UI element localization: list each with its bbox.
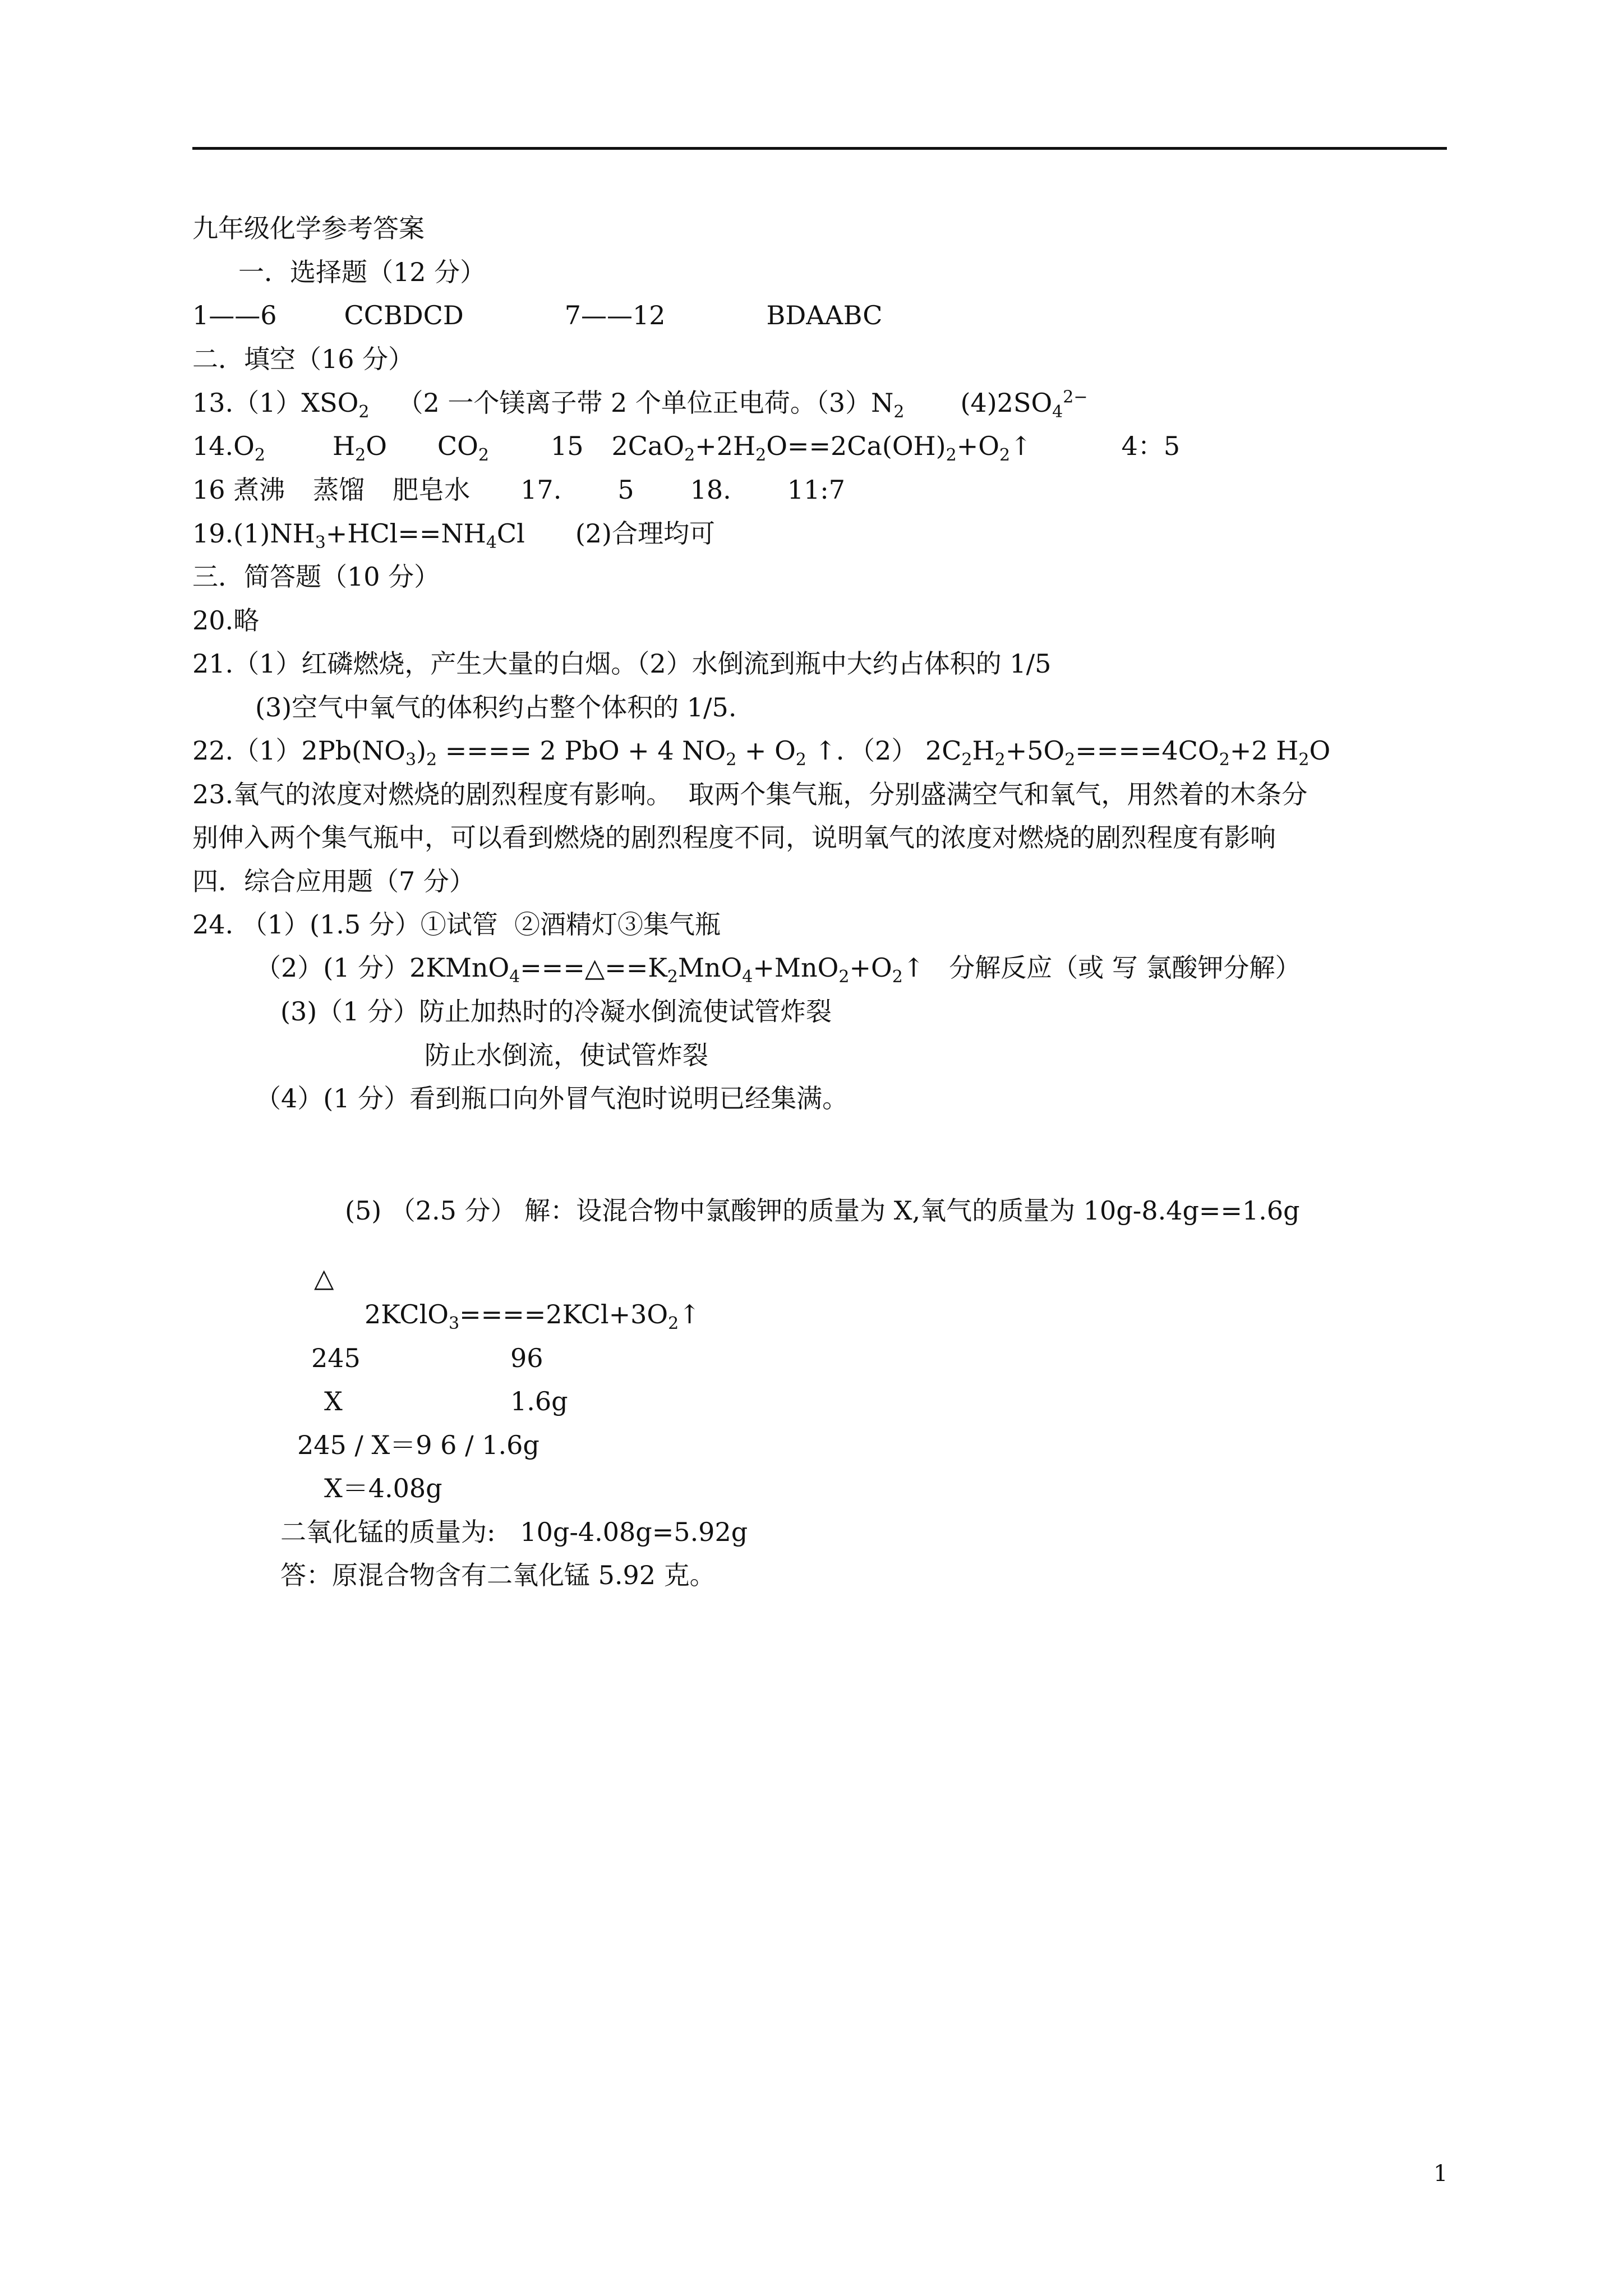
subscript: 2 [838, 967, 850, 987]
subscript: 2 [755, 445, 767, 466]
answer-13-part1: 13.（1）XSO [192, 388, 359, 418]
subscript: 4 [509, 967, 520, 987]
equation-part: ) [416, 735, 427, 766]
delta-icon: △ [314, 1263, 334, 1293]
answers-7-12: BDAABC [766, 300, 883, 330]
answer-22 [192, 735, 1331, 770]
answer-16c: 肥皂水 [393, 475, 471, 505]
answer-24-part3b: 防止水倒流，使试管炸裂 [425, 1040, 708, 1070]
subscript: 4 [742, 967, 753, 987]
subscript: 2 [892, 967, 903, 987]
superscript: 2− [1063, 387, 1088, 407]
answer-24-part4: （4）(1 分）看到瓶口向外冒气泡时说明已经集满。 [255, 1083, 849, 1114]
answer-19-part2: (2)合理均可 [575, 518, 715, 549]
subscript: 2 [426, 750, 437, 770]
equation-part: ↑．（2） 2C [806, 735, 962, 766]
molar-mass-kclo3: 245 [311, 1343, 361, 1373]
subscript: 2 [726, 750, 737, 770]
equation-part: ↑ 分解反应（或 写 氯酸钾分解） [902, 953, 1301, 983]
header-rule [192, 147, 1447, 150]
section-heading-choice: 一．选择题（12 分） [238, 257, 486, 287]
answer-20: 20.略 [192, 605, 260, 636]
answer-14-h2o-tail: O [366, 431, 387, 461]
answer-14-co2: CO [437, 431, 478, 461]
equation-part: +O [956, 431, 999, 461]
answer-14-o2: 14.O [192, 431, 255, 461]
decomposition-equation [365, 1299, 700, 1334]
subscript: 2 [684, 445, 695, 466]
equation-part: ==== 2 PbO + 4 NO [437, 735, 726, 766]
subscript: 3 [449, 1314, 460, 1334]
up-arrow-icon: ↑ [1010, 431, 1032, 461]
answer-16b: 蒸馏 [313, 475, 365, 505]
subscript: 2 [478, 445, 489, 466]
section-heading-short-answer: 三．简答题（10 分） [192, 562, 440, 592]
molar-mass-o2: 96 [510, 1343, 543, 1373]
subscript: 2 [1219, 750, 1230, 770]
equation-part: （2）(1 分）2KMnO [255, 953, 510, 983]
proportion-equation: 245 / X＝9 6 / 1.6g [297, 1430, 540, 1460]
equation-part: ====2KCl+3O [459, 1299, 668, 1329]
answer-24-part2 [255, 952, 1301, 987]
answer-13-part3: (4)2SO [960, 388, 1053, 418]
subscript: 2 [893, 402, 905, 422]
equation-part: + O [736, 735, 796, 766]
answer-16-18 [192, 474, 845, 505]
equation-part: +MnO [753, 953, 839, 983]
subscript: 2 [667, 967, 678, 987]
equation-part: H [972, 735, 995, 766]
final-answer: 答：原混合物含有二氧化锰 5.92 克。 [280, 1560, 716, 1590]
equation-part: MnO [677, 953, 743, 983]
subscript: 2 [1064, 750, 1076, 770]
subscript: 2 [668, 1314, 679, 1334]
page-number: 1 [1433, 2161, 1448, 2187]
answer-17-number: 17. [520, 475, 562, 505]
answer-16a: 16 煮沸 [192, 475, 285, 505]
subscript: 2 [994, 750, 1006, 770]
subscript: 2 [355, 445, 366, 466]
subscript: 2 [1298, 750, 1310, 770]
answer-23-line1: 23.氧气的浓度对燃烧的剧烈程度有影响。 取两个集气瓶，分别盛满空气和氧气，用然着的木条分 [192, 779, 1308, 809]
equation-part: +O [849, 953, 892, 983]
answer-19 [192, 518, 715, 553]
answer-17-value: 5 [617, 475, 634, 505]
subscript: 4 [486, 533, 497, 553]
mno2-mass: 二氧化锰的质量为: 10g-4.08g=5.92g [280, 1517, 748, 1547]
equation-part: Cl [496, 518, 525, 549]
unknown-x: X [324, 1386, 343, 1416]
answer-21-line2: (3)空气中氧气的体积约占整个体积的 1/5. [255, 692, 737, 723]
equation-part: +2 H [1229, 735, 1299, 766]
equation-part: +HCl==NH [325, 518, 486, 549]
equation-part: 22.（1）2Pb(NO [192, 735, 405, 766]
answer-24-part1: 24. （1）(1.5 分）①试管 ②酒精灯③集气瓶 [192, 909, 721, 940]
range-1-6: 1——6 [192, 300, 277, 330]
subscript: 2 [961, 750, 972, 770]
equation-part: ====4CO [1075, 735, 1219, 766]
equation-part: 2KClO [365, 1299, 449, 1329]
answer-24-part5: (5) （2.5 分） 解：设混合物中氯酸钾的质量为 X,氧气的质量为 10g-8.4g==1.6g [345, 1195, 1300, 1226]
document-title: 九年级化学参考答案 [192, 213, 425, 243]
equation-part: +5O [1005, 735, 1065, 766]
subscript: 2 [254, 445, 265, 466]
answer-15-number: 15 [550, 431, 584, 461]
answer-15-equation: 2CaO [611, 431, 685, 461]
answer-18-number: 18. [690, 475, 731, 505]
answer-13 [192, 387, 1088, 422]
subscript: 4 [1052, 402, 1063, 422]
answer-23-line2: 别伸入两个集气瓶中，可以看到燃烧的剧烈程度不同，说明氧气的浓度对燃烧的剧烈程度有影响 [192, 822, 1276, 853]
answer-choice-row [192, 300, 883, 331]
answer-13-part2: （2 一个镁离子带 2 个单位正电荷。（3）N [397, 388, 894, 418]
up-arrow-icon: ↑ [679, 1299, 700, 1329]
subscript: 3 [405, 750, 417, 770]
answer-24-part3a: (3)（1 分）防止加热时的冷凝水倒流使试管炸裂 [280, 996, 832, 1027]
equation-part: O [1309, 735, 1331, 766]
subscript: 3 [315, 533, 326, 553]
section-heading-fill: 二．填空（16 分） [192, 344, 414, 374]
equation-part: K [648, 953, 667, 983]
subscript: 2 [358, 402, 370, 422]
section-heading-application: 四．综合应用题（7 分） [192, 866, 475, 896]
answer-21-line1: 21.（1）红磷燃烧，产生大量的白烟。（2）水倒流到瓶中大约占体积的 1/5 [192, 648, 1052, 679]
answer-14 [192, 430, 1181, 466]
equation-part: 19.(1)NH [192, 518, 315, 549]
oxygen-mass: 1.6g [510, 1386, 568, 1416]
answer-14-h2o: H [332, 431, 356, 461]
subscript: 2 [795, 750, 806, 770]
range-7-12: 7——12 [564, 300, 666, 330]
answers-1-6: CCBDCD [344, 300, 464, 330]
subscript: 2 [999, 445, 1011, 466]
answer-ratio: 4：5 [1121, 431, 1181, 461]
subscript: 2 [946, 445, 957, 466]
equation-part: +2H [695, 431, 756, 461]
heat-condition: ===△== [520, 953, 648, 983]
answer-18-value: 11:7 [787, 475, 846, 505]
equation-part: O==2Ca(OH) [766, 431, 946, 461]
x-value: X＝4.08g [324, 1473, 442, 1503]
